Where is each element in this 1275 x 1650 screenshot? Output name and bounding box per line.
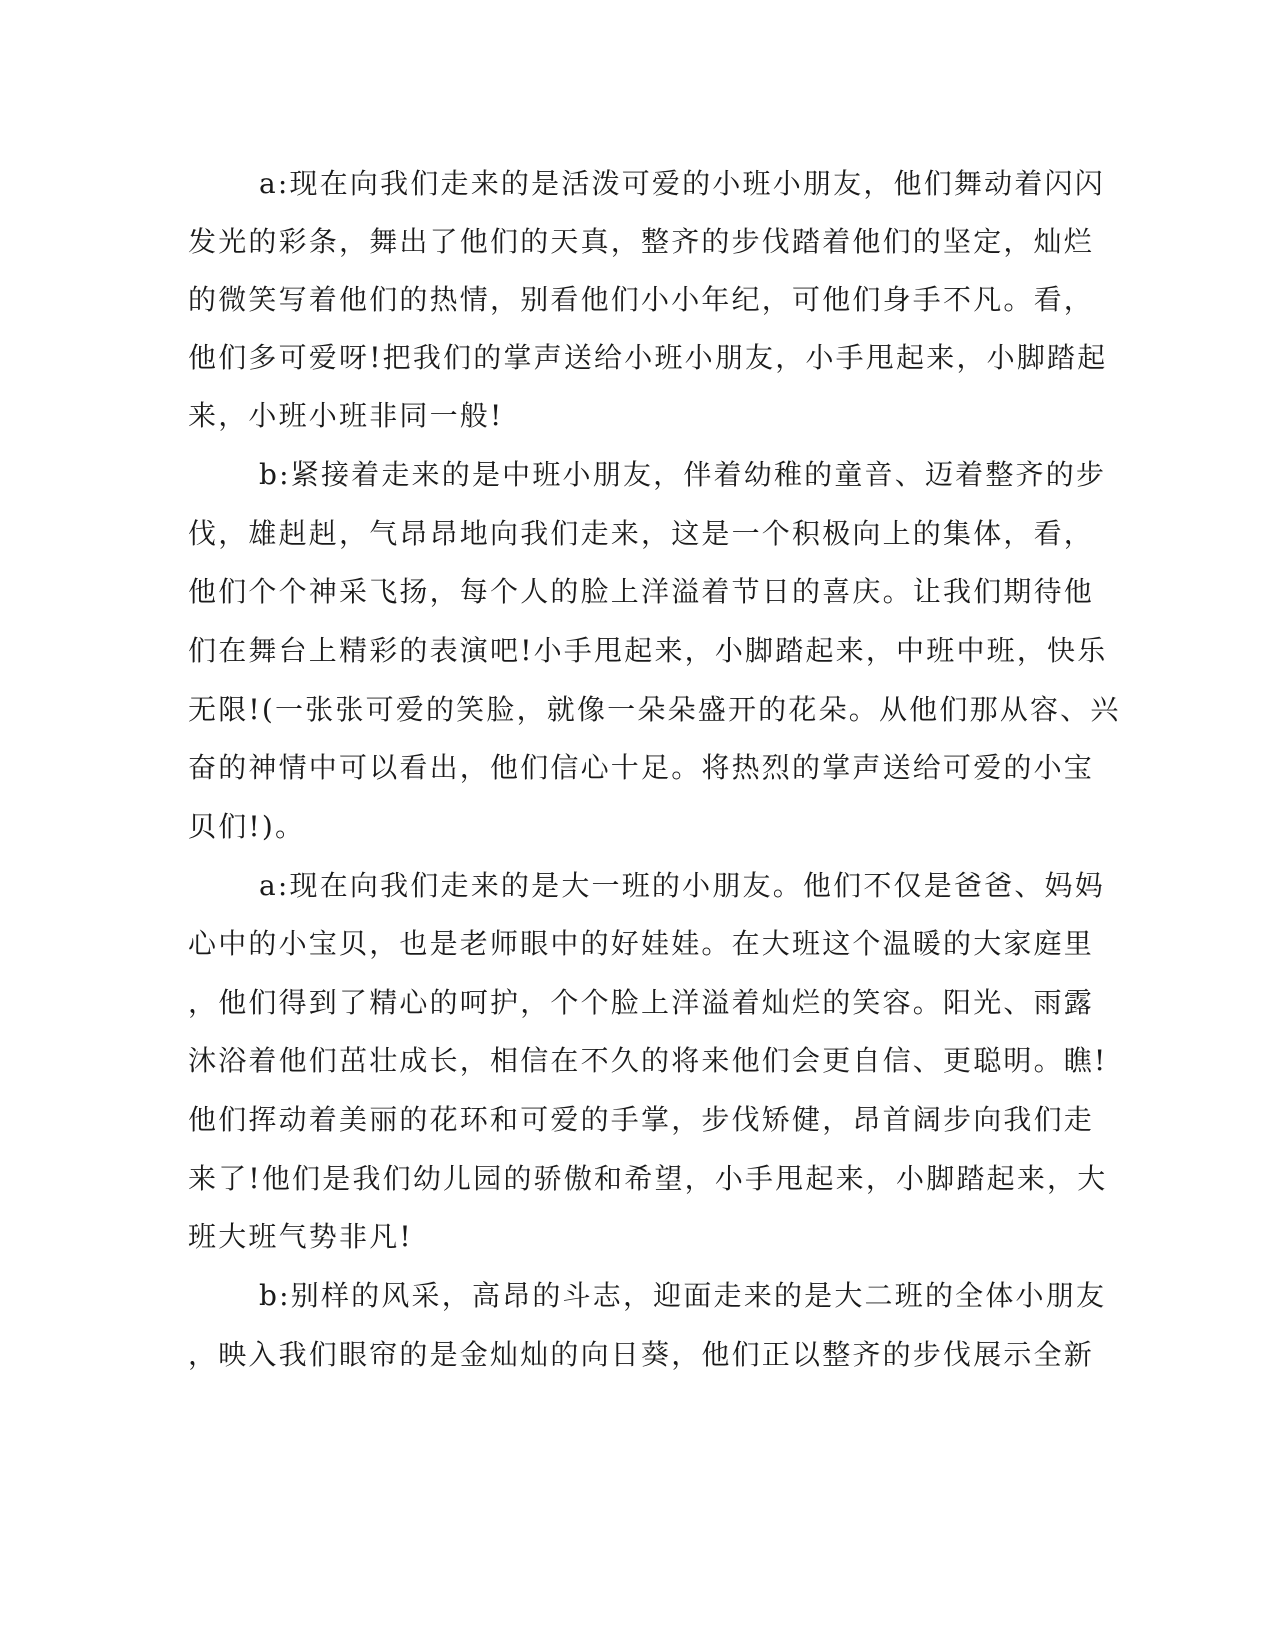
- paragraph-3-line-6: 来了!他们是我们幼儿园的骄傲和希望，小手甩起来，小脚踏起来，大: [188, 1162, 1108, 1195]
- paragraph-1-line-2: 发光的彩条，舞出了他们的天真，整齐的步伐踏着他们的坚定，灿烂: [188, 225, 1095, 258]
- paragraph-2-line-3: 他们个个神采飞扬，每个人的脸上洋溢着节日的喜庆。让我们期待他: [188, 575, 1095, 608]
- paragraph-2-line-5: 无限!(一张张可爱的笑脸，就像一朵朵盛开的花朵。从他们那从容、兴: [188, 693, 1121, 726]
- paragraph-3-line-3: ，他们得到了精心的呵护，个个脸上洋溢着灿烂的笑容。阳光、雨露: [188, 986, 1095, 1019]
- paragraph-4-line-2: ，映入我们眼帘的是金灿灿的向日葵，他们正以整齐的步伐展示全新: [188, 1338, 1095, 1371]
- paragraph-3-line-4: 沐浴着他们茁壮成长，相信在不久的将来他们会更自信、更聪明。瞧!: [188, 1044, 1108, 1077]
- paragraph-1-line-3: 的微笑写着他们的热情，别看他们小小年纪，可他们身手不凡。看，: [188, 283, 1095, 316]
- paragraph-2-line-7: 贝们!)。: [188, 810, 306, 843]
- paragraph-3-line-7: 班大班气势非凡!: [188, 1220, 413, 1253]
- paragraph-2-line-6: 奋的神情中可以看出，他们信心十足。将热烈的掌声送给可爱的小宝: [188, 751, 1095, 784]
- paragraph-4-line-1: b:别样的风采，高昂的斗志，迎面走来的是大二班的全体小朋友: [259, 1279, 1107, 1312]
- paragraph-2-line-1: b:紧接着走来的是中班小朋友，伴着幼稚的童音、迈着整齐的步: [259, 458, 1107, 491]
- paragraph-1-line-4: 他们多可爱呀!把我们的掌声送给小班小朋友，小手甩起来，小脚踏起: [188, 341, 1108, 374]
- paragraph-1-line-5: 来，小班小班非同一般!: [188, 399, 504, 432]
- paragraph-1-line-1: a:现在向我们走来的是活泼可爱的小班小朋友，他们舞动着闪闪: [259, 167, 1105, 200]
- paragraph-3-line-1: a:现在向我们走来的是大一班的小朋友。他们不仅是爸爸、妈妈: [259, 869, 1105, 902]
- paragraph-2-line-2: 伐，雄赳赳，气昂昂地向我们走来，这是一个积极向上的集体，看，: [188, 517, 1095, 550]
- paragraph-3-line-2: 心中的小宝贝，也是老师眼中的好娃娃。在大班这个温暖的大家庭里: [188, 927, 1095, 960]
- paragraph-3-line-5: 他们挥动着美丽的花环和可爱的手掌，步伐矫健，昂首阔步向我们走: [188, 1103, 1095, 1136]
- paragraph-2-line-4: 们在舞台上精彩的表演吧!小手甩起来，小脚踏起来，中班中班，快乐: [188, 634, 1108, 667]
